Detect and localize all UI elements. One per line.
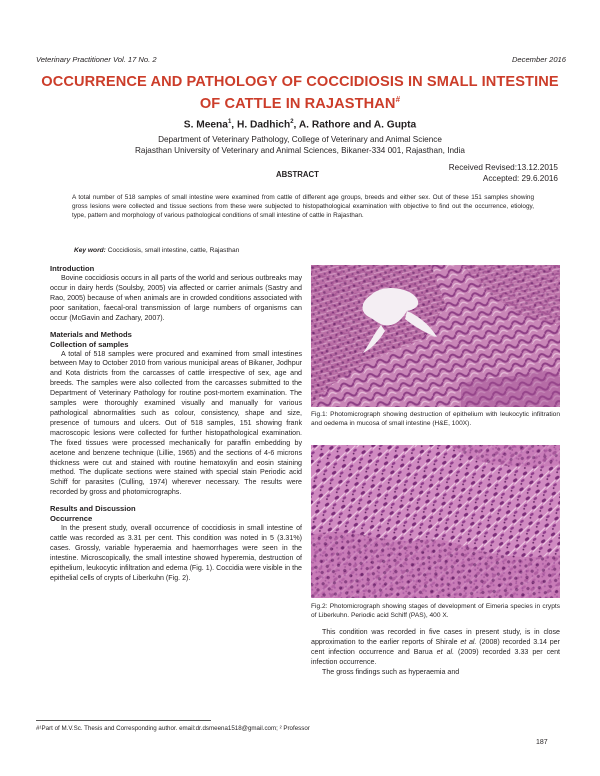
abstract-heading: ABSTRACT bbox=[276, 170, 319, 179]
citation-etal: et al. bbox=[436, 647, 455, 656]
accepted-date: Accepted: 29.6.2016 bbox=[482, 174, 558, 183]
title-line-1: OCCURRENCE AND PATHOLOGY OF COCCIDIOSIS IN SMALL INTESTINE bbox=[41, 74, 559, 90]
figure-1-image bbox=[311, 265, 560, 407]
right-column-text bbox=[311, 628, 560, 678]
methods-heading: Materials and Methods bbox=[50, 329, 132, 339]
footnote: #¹Part of M.V.Sc. Thesis and Corresponding author. email:dr.dsmeena1518@gmail.com; ² Professor bbox=[36, 725, 310, 732]
right-paragraph-1 bbox=[311, 628, 560, 668]
introduction-heading: Introduction bbox=[50, 264, 95, 273]
right-p1-part-b: (2008) recorded 3.14 per cent infection occurrence and Barua bbox=[311, 637, 560, 656]
author-name: A. Gupta bbox=[373, 119, 417, 131]
submission-dates bbox=[426, 162, 558, 184]
author-name: S. Meena bbox=[183, 119, 228, 131]
figure-1-micrograph bbox=[311, 265, 560, 407]
abstract-text: A total number of 518 samples of small intestine were examined from cattle of different age groups, breeds and either sex. Out of these 151 samples showing gross lesions were collected and tissue sections from these were subjected to histopathological examination with objective to find out the occurrence, etiology, type, pattern and morphology of various pathological conditions of small intestine of cattle in Rajasthan. bbox=[72, 194, 534, 220]
citation-etal: et al. bbox=[460, 637, 477, 646]
author-separator: , bbox=[293, 119, 299, 131]
keywords-text: Coccidiosis, small intestine, cattle, Rajasthan bbox=[105, 247, 240, 254]
occurrence-heading: Occurrence bbox=[50, 514, 93, 524]
author-mark: 2 bbox=[290, 119, 294, 125]
collection-heading: Collection of samples bbox=[50, 339, 129, 349]
introduction-text: Bovine coccidiosis occurs in all parts of the world and serious outbreaks may occur in dairy herds (Soulsby, 2005) via affected or carrier animals (Sastry and Rao, 2005) because of when animals are in crowded conditions associated with poor sanitation, faecal-oral transmission of large numbers of organisms can occur (McGavin and Zachary, 2007). bbox=[50, 274, 302, 322]
received-date: Received Revised:13.12.2015 bbox=[448, 163, 558, 172]
right-paragraph-2: The gross findings such as hyperaemia and bbox=[322, 667, 460, 676]
journal-header: Veterinary Practitioner Vol. 17 No. 2 bbox=[36, 55, 157, 64]
left-column bbox=[50, 264, 302, 584]
affiliation-university: Rajasthan University of Veterinary and Animal Sciences, Bikaner-334 001, Rajasthan, India bbox=[135, 146, 465, 155]
title-footnote-mark: # bbox=[395, 95, 401, 104]
results-text: In the present study, overall occurrence of coccidiosis in small intestine of cattle was recorded as 3.31 per cent. This condition was noted in 5 (3.31%) cases. Grossly, variable hyperaemia and haemorrhages were seen in the intestine. Microscopically, the small intestine showed hyperemia, destruction of epithelium, leukocytic infiltration and edema (Fig. 1). Coccidia were visible in the epithelial cells of crypts of Liberkuhn (Fig. 2). bbox=[50, 524, 302, 582]
author-name: H. Dadhich bbox=[236, 119, 291, 131]
right-p1-part-a: This condition was recorded in five cases in present study, is in close approximation to the earlier reports of Shirale bbox=[311, 628, 560, 646]
affiliation-department: Department of Veterinary Pathology, College of Veterinary and Animal Science bbox=[158, 135, 442, 144]
author-separator: and bbox=[350, 119, 374, 131]
figure-2-micrograph bbox=[311, 445, 560, 598]
page-number: 187 bbox=[536, 739, 548, 746]
figure-1-caption: Fig.1: Photomicrograph showing destruction of epithelium with leukocytic infiltration and oedema in mucosa of small intestine (H&E, 100X). bbox=[311, 411, 560, 427]
author-separator: , bbox=[231, 119, 237, 131]
issue-date: December 2016 bbox=[511, 55, 566, 64]
author-mark: 1 bbox=[227, 119, 232, 125]
footnote-rule bbox=[36, 720, 211, 721]
author-list bbox=[0, 119, 600, 130]
keywords-label: Key word: bbox=[74, 247, 106, 254]
results-heading: Results and Discussion bbox=[50, 504, 136, 514]
methods-text: A total of 518 samples were procured and examined from small intestines between May to October 2010 from various municipal areas of Bikaner, Jodhpur and Kota districts from the carcasses of cattle irrespective of sex, age and breeds. The samples were also collected from the carcasses submitted to the Department of Veterinary Pathology for routine post-mortem examination. The samples were thoroughly examined visually and manually for various pathological abnormalities such as colour, consistency, shape and size, presence of tumours and ulcers. Out of 518 samples, 151 showing frank macroscopic lesions were collected for further histopathological examination. The fixed tissues were processed mechanically for paraffin embedding by acetone and benzene technique (Lillie, 1965) and the sections of 4-6 microns thickness were cut and stained with routine hematoxylin and eosin staining method. The duplicate sections were stained with special stain Periodic acid Schiff for parasites (Culling, 1974) wherever necessary. The results were recorded by gross and photomicrographs. bbox=[50, 349, 302, 497]
paper-title bbox=[40, 74, 560, 113]
figure-2-image bbox=[311, 445, 560, 598]
keywords bbox=[74, 247, 239, 254]
author-name: A. Rathore bbox=[298, 119, 351, 131]
figure-2-caption: Fig.2: Photomicrograph showing stages of development of Eimeria species in crypts of Liberkuhn. Periodic acid Schiff (PAS), 400 X. bbox=[311, 603, 560, 619]
right-p1-part-c: (2009) recorded 3.33 per cent infection occurrence. bbox=[311, 647, 560, 666]
title-line-2: OF CATTLE IN RAJASTHAN bbox=[199, 95, 396, 112]
